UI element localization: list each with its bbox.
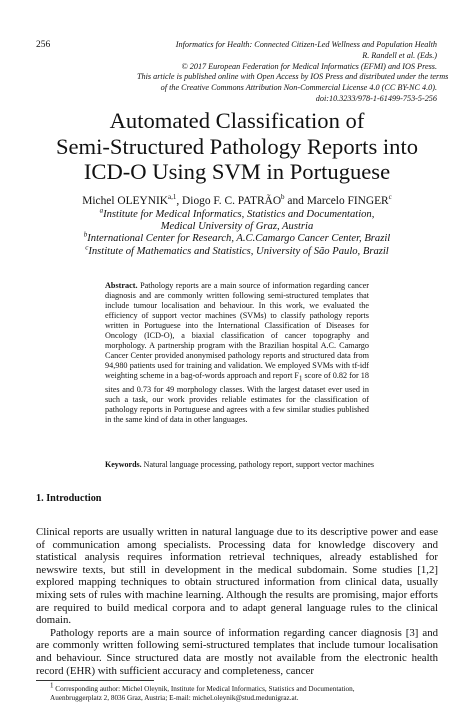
keywords-label: Keywords. xyxy=(105,460,142,469)
affiliation-letter: a xyxy=(99,206,104,215)
author-name: Diogo F. C. PATRÃO xyxy=(182,195,282,207)
running-head xyxy=(137,40,449,105)
introduction-body xyxy=(36,526,438,677)
doi-line: doi:10.3233/978-1-61499-753-5-256 xyxy=(315,93,437,103)
title-line: ICD-O Using SVM in Portuguese xyxy=(83,159,391,184)
abstract-f-subscript: 1 xyxy=(299,375,303,383)
footnote-line: Auenbruggerplatz 2, 8036 Graz, Austria; E-mail: michel.oleynik@stud.medunigraz.at. xyxy=(50,694,299,702)
affiliation-line xyxy=(40,230,434,245)
title-line: Automated Classification of xyxy=(109,108,365,133)
running-head-line: This article is published online with Open Access by IOS Press and distributed under the terms xyxy=(137,72,449,82)
running-head-line: Informatics for Health: Connected Citizen-Led Wellness and Population Health xyxy=(175,40,437,49)
author-name: Michel OLEYNIK xyxy=(82,195,168,207)
author-name: Marcelo FINGER xyxy=(306,195,389,207)
page-number: 256 xyxy=(36,40,51,50)
affiliation-letter: b xyxy=(83,230,88,239)
footnote xyxy=(36,681,438,703)
affiliation-text: Medical University of Graz, Austria xyxy=(160,221,314,233)
abstract-text: Pathology reports are a main source of information regarding cancer diagnosis and are commonly written following semi-structured templates that include tumour localisation and behaviour. In this work, we evaluated the efficiency of support vector machines (SVMs) to classify pathology reports written in Portuguese into the International Classification of Diseases for Oncology (ICD-O), a biaxial classification of cancer topography and morphology. A partnership program with the Brazilian hospital A.C. Camargo Cancer Center provided anonymised pathology reports and structured data from 94,980 patients used for training and validation. We employed SVMs with tf-idf weighting scheme in a bag-of-words approach and report F xyxy=(105,281,369,380)
abstract xyxy=(105,281,369,425)
footnote-marker: 1 xyxy=(50,681,54,690)
title-line: Semi-Structured Pathology Reports into xyxy=(55,133,419,159)
affiliation-text: International Center for Research, A.C.Camargo Cancer Center, Brazil xyxy=(87,233,391,245)
affiliation-letter: c xyxy=(85,243,89,252)
affiliation-text: Institute of Mathematics and Statistics, University of São Paulo, Brazil xyxy=(88,245,389,257)
body-paragraph: Clinical reports are usually written in natural language due to its descriptive power and ease of communication among specialists. Processing data for knowledge discovery and statistical analysis requires information retrieval techniques, already established for newswire texts, but still in development in the medical subdomain. Some studies [1,2] explored mapping techniques to obtain structured information from clinical data, usually mixing sets of rules with machine learning. Although the results are promising, major efforts are required to build medical corpora and to adapt general language rules to the clinical domain. xyxy=(36,526,438,627)
body-paragraph: Pathology reports are a main source of information regarding cancer diagnosis [3] and are commonly written following semi-structured templates that include tumour localisation and behaviour. Since structured data are mostly not available from the electronic health record (EHR) with sufficient accuracy and completeness, cancer xyxy=(36,626,438,677)
affiliation-list xyxy=(40,206,434,258)
author-separator: , xyxy=(176,195,183,207)
author-affiliation-marker: c xyxy=(388,193,392,202)
abstract-text-continued: score of 0.82 for 18 sites and 0.73 for 49 morphology classes. With the largest dataset ever used in such a task, our work provides reliable estimates for the classification of pathology reports in Portuguese and agrees with a few similar studies published in the same kind of data in other languages. xyxy=(105,371,369,424)
section-heading-introduction: 1. Introduction xyxy=(36,493,102,504)
running-head-line: of the Creative Commons Attribution Non-Commercial License 4.0 (CC BY-NC 4.0). xyxy=(160,83,437,93)
footnote-divider xyxy=(36,680,154,681)
running-head-line: © 2017 European Federation for Medical Informatics (EFMI) and IOS Press. xyxy=(181,61,437,71)
footnote-line xyxy=(36,681,438,694)
author-affiliation-marker: a,1 xyxy=(167,193,177,202)
paper-title xyxy=(40,108,434,185)
author-affiliation-marker: b xyxy=(281,193,285,202)
affiliation-line xyxy=(40,243,434,258)
affiliation-line xyxy=(40,206,434,221)
keywords-text: Natural language processing, pathology report, support vector machines xyxy=(141,460,375,469)
footnote-text: Corresponding author: Michel Oleynik, Institute for Medical Informatics, Statistics and Documentation, xyxy=(53,685,355,693)
keywords xyxy=(105,460,377,470)
affiliation-text: Institute for Medical Informatics, Statistics and Documentation, xyxy=(103,209,375,220)
abstract-label: Abstract. xyxy=(105,281,138,290)
affiliation-line xyxy=(40,221,434,233)
running-head-line: R. Randell et al. (Eds.) xyxy=(362,50,437,60)
author-separator: and xyxy=(284,195,307,207)
